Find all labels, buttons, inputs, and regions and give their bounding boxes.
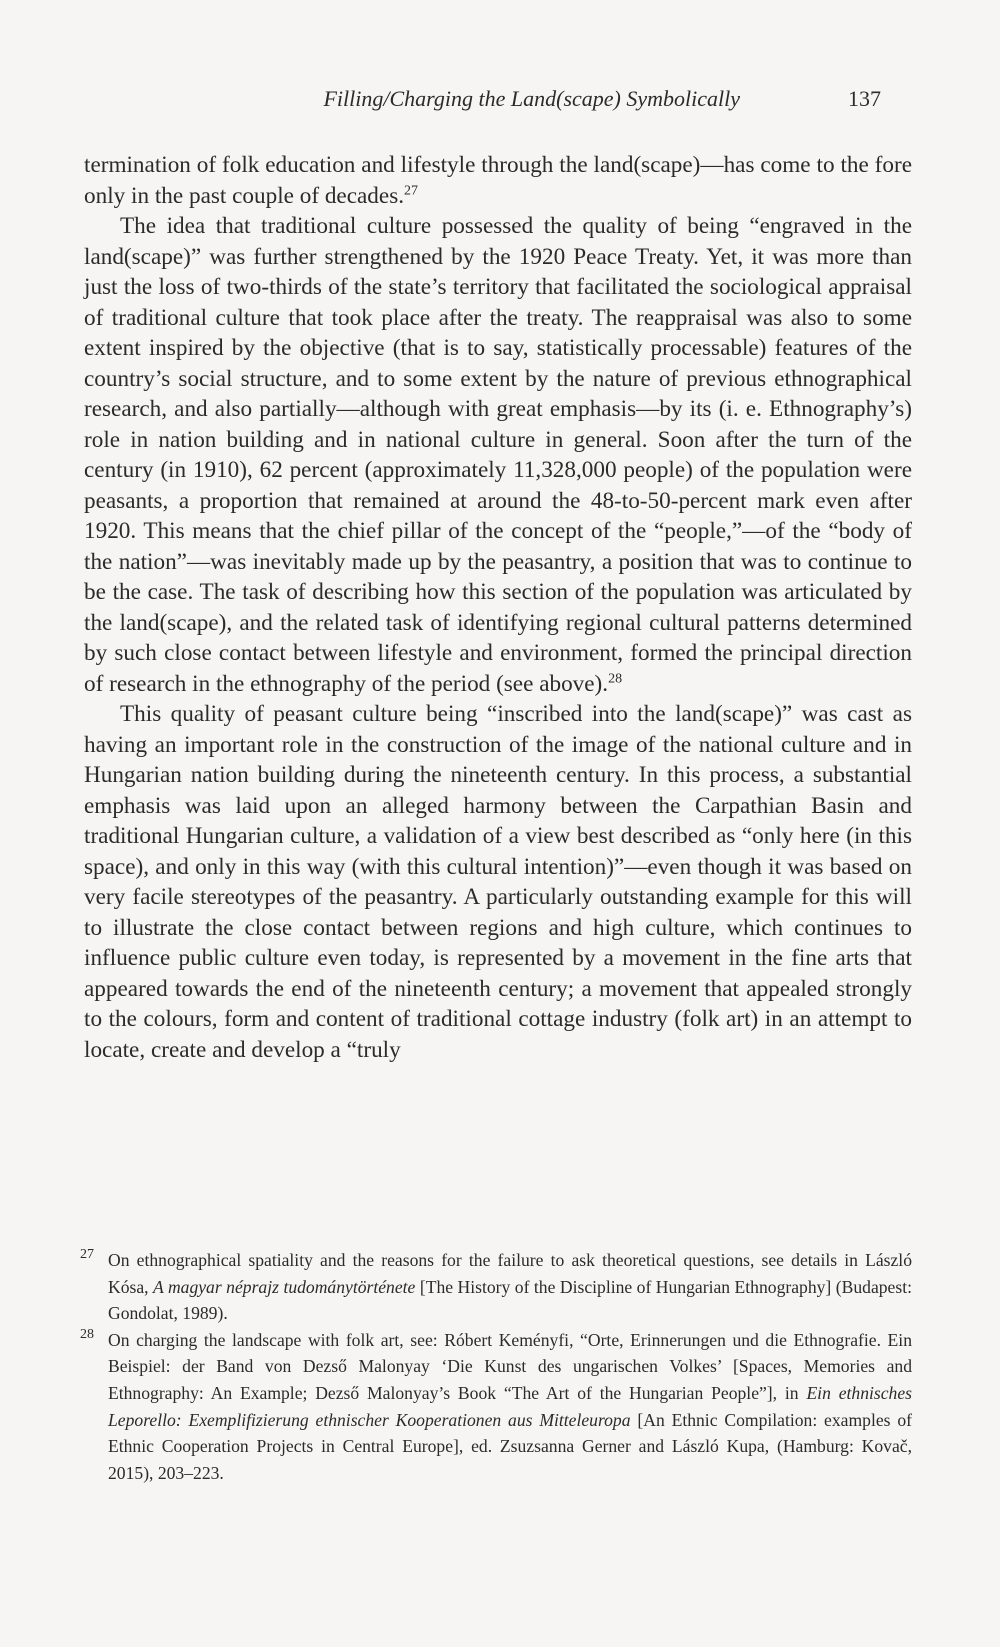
footnote-ref-27: 27 — [404, 182, 419, 198]
footnote-number: 28 — [80, 1326, 94, 1342]
footnote-book-title: Ein ethnisches Leporello: Exemplifizierung ethnischer Kooperationen aus Mitteleuropa — [108, 1382, 912, 1430]
footnote-text: [An Ethnic Compilation: examples of Ethnic Cooperation Projects in Central Europe], ed. Zsuzsanna Gerner and László Kupa, (Hamburg: Kovač, 2015), 203–223. — [108, 1409, 912, 1483]
paragraph-3 — [84, 699, 912, 1065]
footnote-text: On charging the landscape with folk art, see: Róbert Keményfi, “Orte, Erinnerungen und die Ethnografie. Ein Beispiel: der Band von Dezső Malonyay ‘Die Kunst des ungarischen Volkes’ [Spaces, Memories and Ethnography: An Example; Dezső Malonyay’s Book “The Art of the Hungarian People”], in — [108, 1329, 912, 1403]
footnote-ref-28: 28 — [608, 670, 623, 686]
footnote-text: [The History of the Discipline of Hungarian Ethnography] (Budapest: Gondolat, 1989). — [108, 1276, 912, 1324]
paragraph-3-text: This quality of peasant culture being “inscribed into the land(scape)” was cast as having an important role in the construction of the image of the national culture and in Hungarian nation building during the nineteenth century. In this process, a substantial emphasis was laid upon an alleged harmony between the Carpathian Basin and traditional Hungarian culture, a validation of a view best described as “only here (in this space), and only in this way (with this cultural intention)”—even though it was based on very facile stereotypes of the peasantry. A particularly outstanding example for this will to illustrate the close contact between regions and high culture, which continues to influence public culture even today, is represented by a movement in the fine arts that appeared towards the end of the nineteenth century; a movement that appealed strongly to the colours, form and content of traditional cottage industry (folk art) in an attempt to locate, create and develop a “truly — [84, 701, 912, 1063]
paragraph-1-text: termination of folk education and lifestyle through the land(scape)—has come to the fore only in the past couple of decades. — [84, 152, 912, 209]
footnote-text: On ethnographical spatiality and the reasons for the failure to ask theoretical questions, see details in László Kósa, — [108, 1250, 912, 1297]
footnote-28 — [80, 1326, 912, 1487]
page-number: 137 — [848, 86, 881, 111]
paragraph-2 — [84, 211, 912, 699]
body-text — [84, 150, 912, 1065]
footnote-27 — [80, 1247, 912, 1327]
footnotes — [80, 1247, 912, 1486]
running-header-title: Filling/Charging the Land(scape) Symbolically — [323, 86, 740, 111]
footnote-number: 27 — [80, 1247, 94, 1262]
paragraph-1 — [84, 150, 912, 211]
paragraph-2-text: The idea that traditional culture possessed the quality of being “engraved in the land(scape)” was further strengthened by the 1920 Peace Treaty. Yet, it was more than just the loss of two-thirds of the state’s territory that facilitated the sociological appraisal of traditional culture that took place after the treaty. The reappraisal was also to some extent inspired by the objective (that is to say, statistically processable) features of the country’s social structure, and to some extent by the nature of previous ethnographical research, and also partially—although with great emphasis—by its (i. e. Ethnography’s) role in nation building and in national culture in general. Soon after the turn of the century (in 1910), 62 percent (approximately 11,328,000 people) of the population were peasants, a proportion that remained at around the 48-to-50-percent mark even after 1920. This means that the chief pillar of the concept of the “people,”—of the “body of the nation”—was inevitably made up by the peasantry, a position that was to continue to be the case. The task of describing how this section of the population was articulated by the land(scape), and the related task of identifying regional cultural patterns determined by such close contact between lifestyle and environment, formed the principal direction of research in the ethnography of the period (see above). — [84, 213, 912, 697]
footnote-book-title: A magyar néprajz tudománytörténete — [153, 1276, 416, 1297]
